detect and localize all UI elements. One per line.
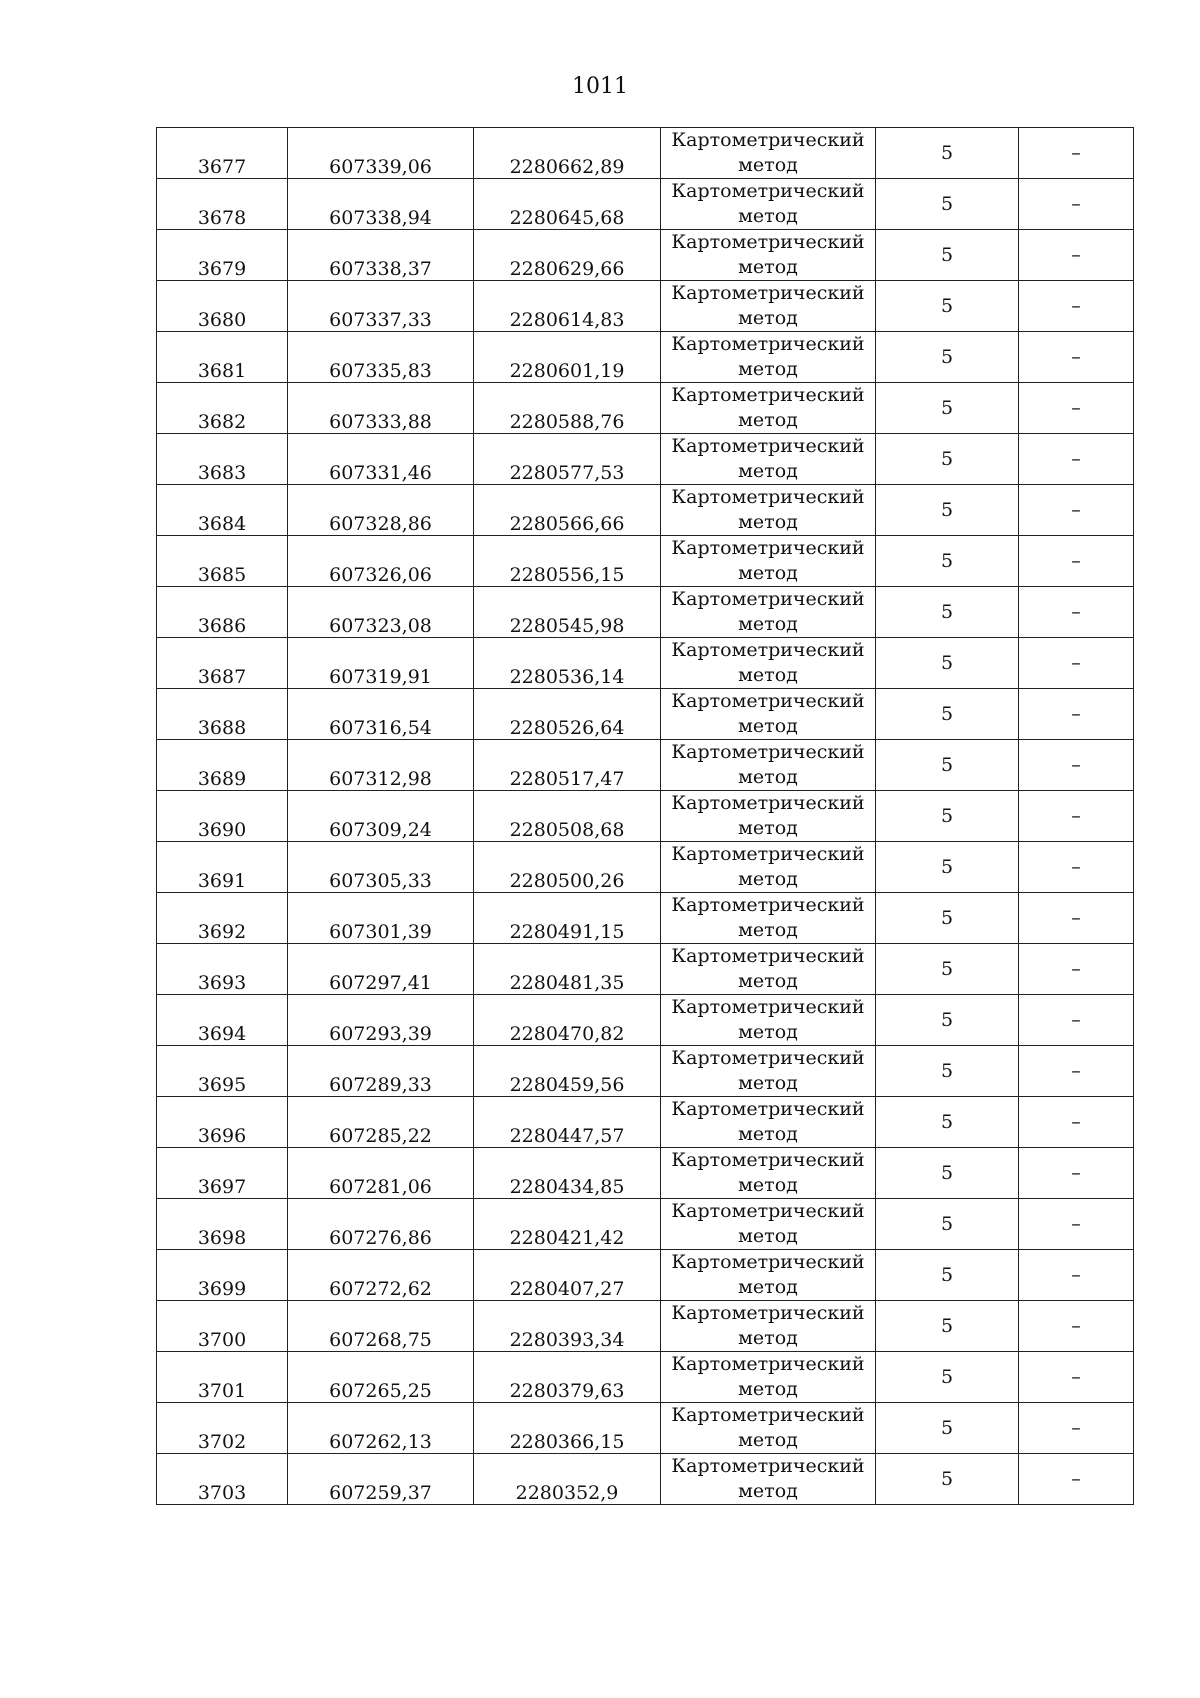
- x-coordinate-cell: 607312,98: [288, 740, 474, 791]
- y-coordinate-cell: 2280536,14: [474, 638, 661, 689]
- y-coordinate-cell: 2280545,98: [474, 587, 661, 638]
- point-number-cell: 3694: [157, 995, 288, 1046]
- method-line-1: Картометрический: [671, 180, 865, 202]
- page-number: 1011: [572, 74, 628, 99]
- x-coordinate-cell: 607326,06: [288, 536, 474, 587]
- point-number-cell: 3695: [157, 1046, 288, 1097]
- accuracy-cell: 5: [876, 1250, 1019, 1301]
- y-coordinate-cell: 2280629,66: [474, 230, 661, 281]
- method-line-1: Картометрический: [671, 231, 865, 253]
- note-cell: –: [1019, 587, 1134, 638]
- method-line-1: Картометрический: [671, 690, 865, 712]
- y-coordinate-cell: 2280566,66: [474, 485, 661, 536]
- method-cell: [661, 1148, 876, 1199]
- method-line-2: метод: [738, 358, 798, 380]
- point-number-cell: 3691: [157, 842, 288, 893]
- accuracy-cell: 5: [876, 791, 1019, 842]
- method-line-2: метод: [738, 1225, 798, 1247]
- y-coordinate-cell: 2280556,15: [474, 536, 661, 587]
- point-number-cell: 3701: [157, 1352, 288, 1403]
- note-cell: –: [1019, 332, 1134, 383]
- y-coordinate-cell: 2280588,76: [474, 383, 661, 434]
- point-number-cell: 3692: [157, 893, 288, 944]
- method-line-1: Картометрический: [671, 384, 865, 406]
- y-coordinate-cell: 2280421,42: [474, 1199, 661, 1250]
- method-cell: [661, 689, 876, 740]
- note-cell: –: [1019, 1352, 1134, 1403]
- accuracy-cell: 5: [876, 1148, 1019, 1199]
- point-number-cell: 3678: [157, 179, 288, 230]
- method-cell: [661, 1199, 876, 1250]
- method-line-1: Картометрический: [671, 1200, 865, 1222]
- accuracy-cell: 5: [876, 944, 1019, 995]
- x-coordinate-cell: 607337,33: [288, 281, 474, 332]
- table-row: [157, 638, 1134, 689]
- table-row: [157, 332, 1134, 383]
- method-line-2: метод: [738, 1378, 798, 1400]
- method-line-1: Картометрический: [671, 639, 865, 661]
- table-row: [157, 842, 1134, 893]
- x-coordinate-cell: 607289,33: [288, 1046, 474, 1097]
- y-coordinate-cell: 2280434,85: [474, 1148, 661, 1199]
- x-coordinate-cell: 607262,13: [288, 1403, 474, 1454]
- point-number-cell: 3703: [157, 1454, 288, 1505]
- point-number-cell: 3698: [157, 1199, 288, 1250]
- method-line-2: метод: [738, 970, 798, 992]
- y-coordinate-cell: 2280601,19: [474, 332, 661, 383]
- method-cell: [661, 1046, 876, 1097]
- table-row: [157, 1403, 1134, 1454]
- note-cell: –: [1019, 536, 1134, 587]
- point-number-cell: 3689: [157, 740, 288, 791]
- note-cell: –: [1019, 1097, 1134, 1148]
- y-coordinate-cell: 2280500,26: [474, 842, 661, 893]
- point-number-cell: 3681: [157, 332, 288, 383]
- method-cell: [661, 944, 876, 995]
- y-coordinate-cell: 2280662,89: [474, 128, 661, 179]
- table-row: [157, 1046, 1134, 1097]
- point-number-cell: 3699: [157, 1250, 288, 1301]
- point-number-cell: 3700: [157, 1301, 288, 1352]
- method-line-1: Картометрический: [671, 537, 865, 559]
- x-coordinate-cell: 607328,86: [288, 485, 474, 536]
- method-line-2: метод: [738, 1480, 798, 1502]
- note-cell: –: [1019, 179, 1134, 230]
- table-row: [157, 536, 1134, 587]
- accuracy-cell: 5: [876, 740, 1019, 791]
- method-line-1: Картометрический: [671, 996, 865, 1018]
- table-row: [157, 587, 1134, 638]
- method-line-1: Картометрический: [671, 1455, 865, 1477]
- note-cell: –: [1019, 842, 1134, 893]
- note-cell: –: [1019, 1454, 1134, 1505]
- point-number-cell: 3693: [157, 944, 288, 995]
- method-line-1: Картометрический: [671, 486, 865, 508]
- table-row: [157, 128, 1134, 179]
- y-coordinate-cell: 2280481,35: [474, 944, 661, 995]
- method-line-2: метод: [738, 715, 798, 737]
- table-row: [157, 791, 1134, 842]
- note-cell: –: [1019, 995, 1134, 1046]
- point-number-cell: 3696: [157, 1097, 288, 1148]
- x-coordinate-cell: 607316,54: [288, 689, 474, 740]
- table-row: [157, 281, 1134, 332]
- x-coordinate-cell: 607293,39: [288, 995, 474, 1046]
- y-coordinate-cell: 2280447,57: [474, 1097, 661, 1148]
- note-cell: –: [1019, 944, 1134, 995]
- table-row: [157, 1097, 1134, 1148]
- accuracy-cell: 5: [876, 1352, 1019, 1403]
- table-row: [157, 893, 1134, 944]
- accuracy-cell: 5: [876, 1454, 1019, 1505]
- method-line-1: Картометрический: [671, 1353, 865, 1375]
- x-coordinate-cell: 607331,46: [288, 434, 474, 485]
- method-cell: [661, 1403, 876, 1454]
- accuracy-cell: 5: [876, 1301, 1019, 1352]
- table-row: [157, 434, 1134, 485]
- note-cell: –: [1019, 434, 1134, 485]
- method-line-2: метод: [738, 511, 798, 533]
- accuracy-cell: 5: [876, 281, 1019, 332]
- method-cell: [661, 332, 876, 383]
- method-cell: [661, 536, 876, 587]
- method-line-2: метод: [738, 205, 798, 227]
- method-line-2: метод: [738, 307, 798, 329]
- method-line-2: метод: [738, 1072, 798, 1094]
- accuracy-cell: 5: [876, 383, 1019, 434]
- accuracy-cell: 5: [876, 1046, 1019, 1097]
- method-line-2: метод: [738, 817, 798, 839]
- x-coordinate-cell: 607338,37: [288, 230, 474, 281]
- accuracy-cell: 5: [876, 485, 1019, 536]
- accuracy-cell: 5: [876, 842, 1019, 893]
- accuracy-cell: 5: [876, 1097, 1019, 1148]
- point-number-cell: 3685: [157, 536, 288, 587]
- x-coordinate-cell: 607276,86: [288, 1199, 474, 1250]
- method-line-2: метод: [738, 1021, 798, 1043]
- note-cell: –: [1019, 230, 1134, 281]
- x-coordinate-cell: 607338,94: [288, 179, 474, 230]
- y-coordinate-cell: 2280366,15: [474, 1403, 661, 1454]
- method-cell: [661, 740, 876, 791]
- note-cell: –: [1019, 1403, 1134, 1454]
- point-number-cell: 3687: [157, 638, 288, 689]
- x-coordinate-cell: 607265,25: [288, 1352, 474, 1403]
- method-line-2: метод: [738, 1276, 798, 1298]
- x-coordinate-cell: 607323,08: [288, 587, 474, 638]
- y-coordinate-cell: 2280645,68: [474, 179, 661, 230]
- method-cell: [661, 383, 876, 434]
- method-line-2: метод: [738, 664, 798, 686]
- method-line-2: метод: [738, 1174, 798, 1196]
- note-cell: –: [1019, 1250, 1134, 1301]
- x-coordinate-cell: 607339,06: [288, 128, 474, 179]
- point-number-cell: 3688: [157, 689, 288, 740]
- y-coordinate-cell: 2280393,34: [474, 1301, 661, 1352]
- x-coordinate-cell: 607333,88: [288, 383, 474, 434]
- y-coordinate-cell: 2280379,63: [474, 1352, 661, 1403]
- note-cell: –: [1019, 740, 1134, 791]
- method-cell: [661, 587, 876, 638]
- method-line-1: Картометрический: [671, 1251, 865, 1273]
- method-cell: [661, 230, 876, 281]
- note-cell: –: [1019, 1148, 1134, 1199]
- point-number-cell: 3682: [157, 383, 288, 434]
- method-line-2: метод: [738, 154, 798, 176]
- method-line-1: Картометрический: [671, 945, 865, 967]
- method-line-1: Картометрический: [671, 741, 865, 763]
- note-cell: –: [1019, 689, 1134, 740]
- accuracy-cell: 5: [876, 1199, 1019, 1250]
- note-cell: –: [1019, 281, 1134, 332]
- method-line-1: Картометрический: [671, 588, 865, 610]
- method-line-1: Картометрический: [671, 333, 865, 355]
- note-cell: –: [1019, 1199, 1134, 1250]
- table-row: [157, 1199, 1134, 1250]
- y-coordinate-cell: 2280517,47: [474, 740, 661, 791]
- method-line-1: Картометрический: [671, 894, 865, 916]
- method-line-2: метод: [738, 868, 798, 890]
- accuracy-cell: 5: [876, 536, 1019, 587]
- method-cell: [661, 1301, 876, 1352]
- method-line-1: Картометрический: [671, 1302, 865, 1324]
- method-line-2: метод: [738, 919, 798, 941]
- method-cell: [661, 791, 876, 842]
- x-coordinate-cell: 607259,37: [288, 1454, 474, 1505]
- method-cell: [661, 434, 876, 485]
- method-cell: [661, 1454, 876, 1505]
- point-number-cell: 3697: [157, 1148, 288, 1199]
- note-cell: –: [1019, 1301, 1134, 1352]
- method-line-1: Картометрический: [671, 792, 865, 814]
- accuracy-cell: 5: [876, 1403, 1019, 1454]
- point-number-cell: 3679: [157, 230, 288, 281]
- accuracy-cell: 5: [876, 689, 1019, 740]
- table-row: [157, 485, 1134, 536]
- y-coordinate-cell: 2280508,68: [474, 791, 661, 842]
- note-cell: –: [1019, 893, 1134, 944]
- coordinates-table: [156, 127, 1134, 1505]
- point-number-cell: 3677: [157, 128, 288, 179]
- method-cell: [661, 1250, 876, 1301]
- y-coordinate-cell: 2280459,56: [474, 1046, 661, 1097]
- y-coordinate-cell: 2280352,9: [474, 1454, 661, 1505]
- accuracy-cell: 5: [876, 128, 1019, 179]
- method-cell: [661, 179, 876, 230]
- method-line-2: метод: [738, 256, 798, 278]
- method-cell: [661, 995, 876, 1046]
- method-line-1: Картометрический: [671, 1404, 865, 1426]
- method-cell: [661, 638, 876, 689]
- method-line-1: Картометрический: [671, 282, 865, 304]
- note-cell: –: [1019, 638, 1134, 689]
- table-row: [157, 995, 1134, 1046]
- note-cell: –: [1019, 791, 1134, 842]
- method-cell: [661, 281, 876, 332]
- method-cell: [661, 842, 876, 893]
- accuracy-cell: 5: [876, 179, 1019, 230]
- x-coordinate-cell: 607268,75: [288, 1301, 474, 1352]
- x-coordinate-cell: 607297,41: [288, 944, 474, 995]
- x-coordinate-cell: 607285,22: [288, 1097, 474, 1148]
- method-line-2: метод: [738, 409, 798, 431]
- accuracy-cell: 5: [876, 893, 1019, 944]
- coordinates-table-body: [157, 128, 1134, 1505]
- accuracy-cell: 5: [876, 332, 1019, 383]
- accuracy-cell: 5: [876, 434, 1019, 485]
- y-coordinate-cell: 2280614,83: [474, 281, 661, 332]
- table-row: [157, 383, 1134, 434]
- x-coordinate-cell: 607309,24: [288, 791, 474, 842]
- x-coordinate-cell: 607305,33: [288, 842, 474, 893]
- point-number-cell: 3683: [157, 434, 288, 485]
- x-coordinate-cell: 607281,06: [288, 1148, 474, 1199]
- point-number-cell: 3702: [157, 1403, 288, 1454]
- point-number-cell: 3690: [157, 791, 288, 842]
- table-row: [157, 740, 1134, 791]
- method-cell: [661, 485, 876, 536]
- method-line-1: Картометрический: [671, 843, 865, 865]
- method-line-2: метод: [738, 1327, 798, 1349]
- table-row: [157, 1352, 1134, 1403]
- x-coordinate-cell: 607301,39: [288, 893, 474, 944]
- table-row: [157, 689, 1134, 740]
- note-cell: –: [1019, 485, 1134, 536]
- method-line-2: метод: [738, 1429, 798, 1451]
- method-line-2: метод: [738, 562, 798, 584]
- table-row: [157, 230, 1134, 281]
- method-line-2: метод: [738, 460, 798, 482]
- method-line-1: Картометрический: [671, 1098, 865, 1120]
- method-cell: [661, 1352, 876, 1403]
- table-row: [157, 944, 1134, 995]
- method-line-2: метод: [738, 1123, 798, 1145]
- x-coordinate-cell: 607319,91: [288, 638, 474, 689]
- accuracy-cell: 5: [876, 587, 1019, 638]
- method-line-1: Картометрический: [671, 1047, 865, 1069]
- accuracy-cell: 5: [876, 995, 1019, 1046]
- x-coordinate-cell: 607272,62: [288, 1250, 474, 1301]
- method-line-1: Картометрический: [671, 435, 865, 457]
- table-row: [157, 1301, 1134, 1352]
- y-coordinate-cell: 2280470,82: [474, 995, 661, 1046]
- table-row: [157, 1148, 1134, 1199]
- accuracy-cell: 5: [876, 230, 1019, 281]
- accuracy-cell: 5: [876, 638, 1019, 689]
- y-coordinate-cell: 2280491,15: [474, 893, 661, 944]
- point-number-cell: 3686: [157, 587, 288, 638]
- method-line-1: Картометрический: [671, 129, 865, 151]
- y-coordinate-cell: 2280526,64: [474, 689, 661, 740]
- note-cell: –: [1019, 128, 1134, 179]
- x-coordinate-cell: 607335,83: [288, 332, 474, 383]
- table-row: [157, 1454, 1134, 1505]
- point-number-cell: 3680: [157, 281, 288, 332]
- method-line-2: метод: [738, 766, 798, 788]
- y-coordinate-cell: 2280407,27: [474, 1250, 661, 1301]
- table-row: [157, 179, 1134, 230]
- method-line-1: Картометрический: [671, 1149, 865, 1171]
- method-cell: [661, 1097, 876, 1148]
- y-coordinate-cell: 2280577,53: [474, 434, 661, 485]
- point-number-cell: 3684: [157, 485, 288, 536]
- method-line-2: метод: [738, 613, 798, 635]
- note-cell: –: [1019, 1046, 1134, 1097]
- method-cell: [661, 128, 876, 179]
- table-row: [157, 1250, 1134, 1301]
- method-cell: [661, 893, 876, 944]
- note-cell: –: [1019, 383, 1134, 434]
